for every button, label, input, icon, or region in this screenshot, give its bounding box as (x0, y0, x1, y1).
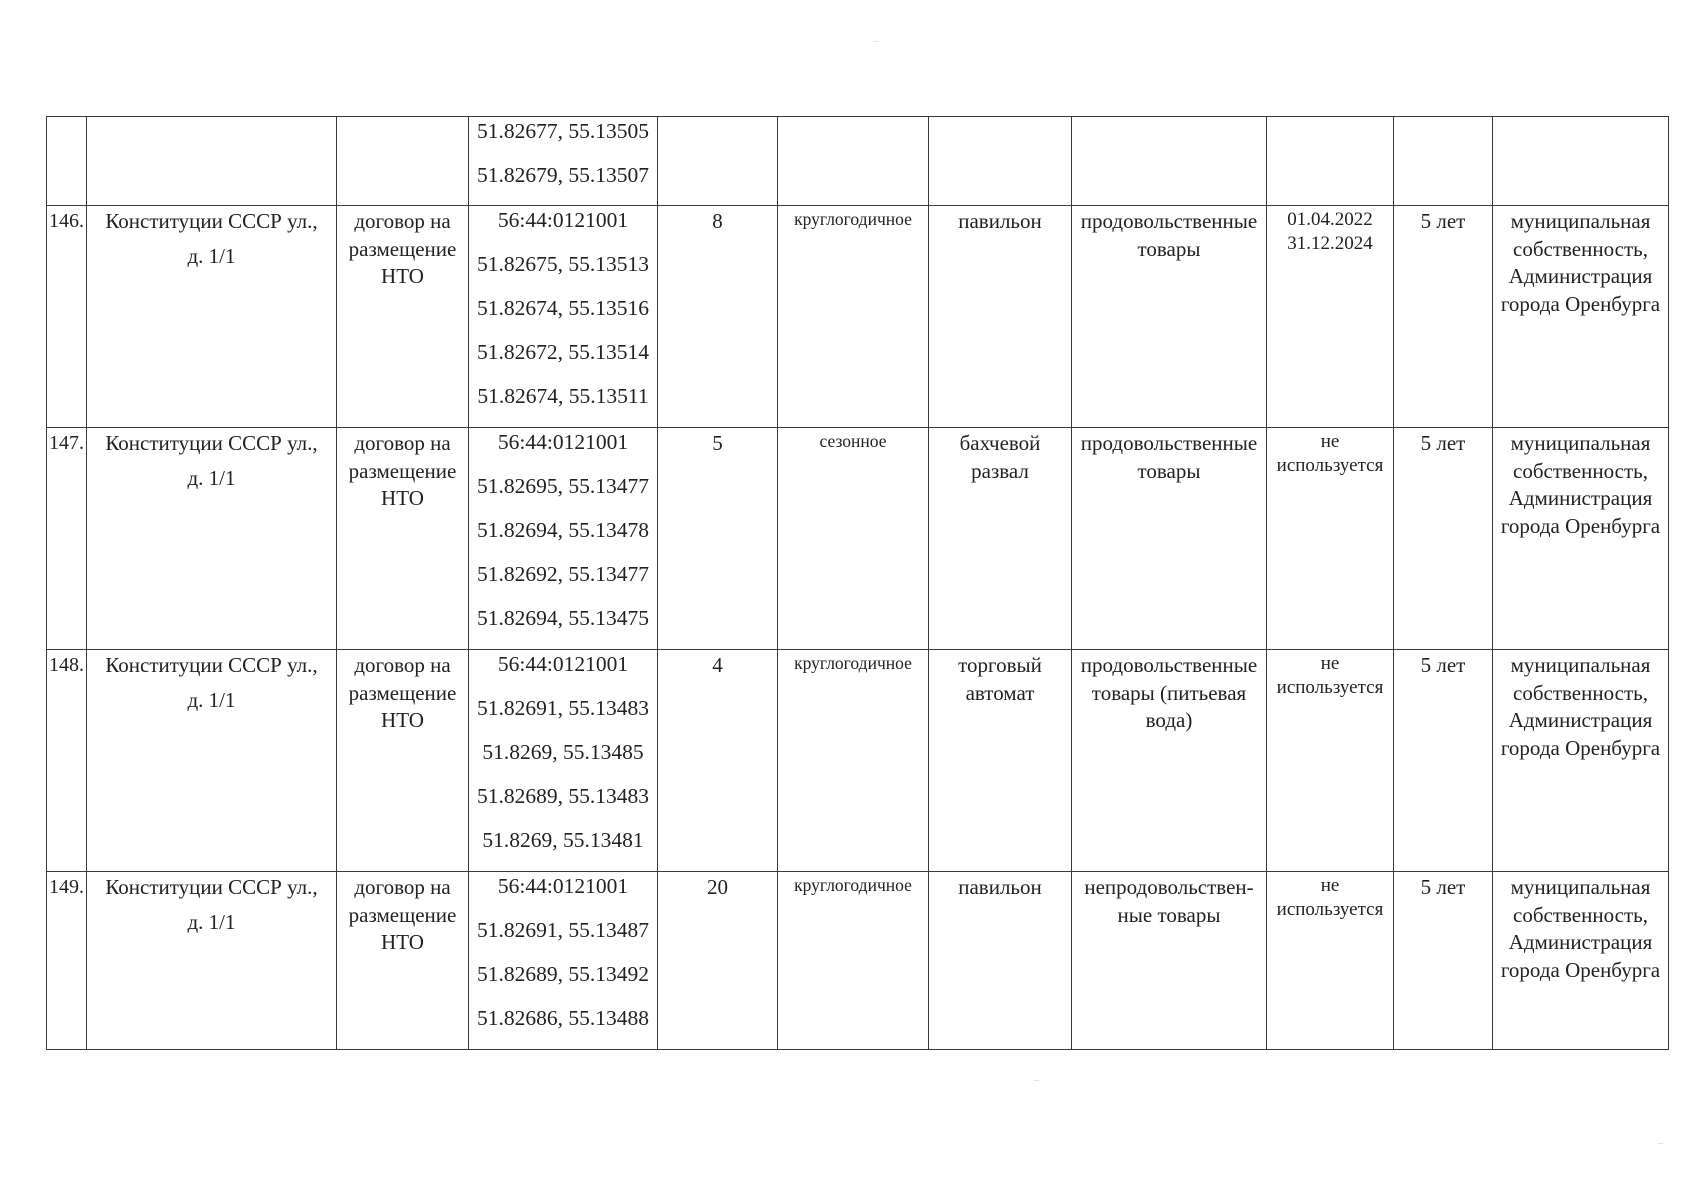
cell-term: 5 лет (1394, 650, 1493, 872)
coord-line: 51.82686, 55.13488 (477, 1006, 649, 1030)
cell-num: 148. (47, 650, 87, 872)
coord-line: 51.8269, 55.13481 (482, 828, 644, 852)
cell-num: 149. (47, 872, 87, 1050)
cell-num: 147. (47, 428, 87, 650)
coord-line: 51.82672, 55.13514 (477, 340, 649, 364)
cell-specialization (1072, 117, 1267, 206)
cell-type: павильон (929, 872, 1072, 1050)
cell-coords (469, 650, 658, 872)
cell-basis: договор на размещение НТО (337, 872, 469, 1050)
cell-dates (1267, 428, 1394, 650)
cell-address (87, 650, 337, 872)
cell-area (658, 117, 778, 206)
scan-speck: – (873, 36, 878, 47)
coord-line: 51.82691, 55.13487 (477, 918, 649, 942)
cell-num: 146. (47, 206, 87, 428)
cell-term: 5 лет (1394, 206, 1493, 428)
cell-coords (469, 428, 658, 650)
nto-placement-table (46, 116, 1669, 1050)
coord-line: 51.82675, 55.13513 (477, 252, 649, 276)
cell-area: 20 (658, 872, 778, 1050)
cell-owner: муниципальная собственность, Администрация города Оренбурга (1493, 428, 1669, 650)
coord-line: 51.82695, 55.13477 (477, 474, 649, 498)
cell-period: сезонное (778, 428, 929, 650)
cell-period: круглогодичное (778, 650, 929, 872)
cell-basis: договор на размещение НТО (337, 206, 469, 428)
dates-status: не используется (1276, 653, 1384, 698)
cell-dates (1267, 650, 1394, 872)
cell-basis (337, 117, 469, 206)
cell-address (87, 428, 337, 650)
address-house: д. 1/1 (187, 244, 236, 268)
address-street: Конституции СССР ул., (105, 209, 318, 233)
cell-dates (1267, 117, 1394, 206)
cell-specialization: продовольственные товары (питьевая вода) (1072, 650, 1267, 872)
cell-basis: договор на размещение НТО (337, 428, 469, 650)
date-end: 31.12.2024 (1287, 233, 1373, 254)
cell-type: бахчевой развал (929, 428, 1072, 650)
cell-period (778, 117, 929, 206)
coord-line: 51.82692, 55.13477 (477, 562, 649, 586)
dates-status: не используется (1276, 431, 1384, 476)
cell-coords (469, 117, 658, 206)
cell-num (47, 117, 87, 206)
coord-line: 51.82674, 55.13516 (477, 296, 649, 320)
coord-line: 51.82694, 55.13475 (477, 606, 649, 630)
dates-status: не используется (1276, 875, 1384, 920)
cell-specialization: продовольственные товары (1072, 428, 1267, 650)
scan-speck: – (1658, 1138, 1663, 1149)
coord-line: 51.8269, 55.13485 (482, 740, 644, 764)
cell-term: 5 лет (1394, 872, 1493, 1050)
cadastral-number: 56:44:0121001 (497, 874, 629, 898)
coord-line: 51.82694, 55.13478 (477, 518, 649, 542)
table-row (47, 872, 1669, 1050)
cell-area: 8 (658, 206, 778, 428)
address-house: д. 1/1 (187, 688, 236, 712)
cell-dates (1267, 872, 1394, 1050)
address-house: д. 1/1 (187, 466, 236, 490)
cell-type (929, 117, 1072, 206)
coord-line: 51.82674, 55.13511 (477, 384, 649, 408)
cell-specialization: продовольственные товары (1072, 206, 1267, 428)
cell-basis: договор на размещение НТО (337, 650, 469, 872)
cell-coords (469, 872, 658, 1050)
cell-specialization: непродовольствен-ные товары (1072, 872, 1267, 1050)
cell-area: 4 (658, 650, 778, 872)
cell-term: 5 лет (1394, 428, 1493, 650)
coord-line: 51.82691, 55.13483 (477, 696, 649, 720)
cell-dates (1267, 206, 1394, 428)
cell-owner: муниципальная собственность, Администрация города Оренбурга (1493, 872, 1669, 1050)
cell-type: торговый автомат (929, 650, 1072, 872)
cell-owner (1493, 117, 1669, 206)
cell-area: 5 (658, 428, 778, 650)
cell-address (87, 206, 337, 428)
coord-line: 51.82689, 55.13492 (477, 962, 649, 986)
cadastral-number: 56:44:0121001 (497, 652, 629, 676)
cell-owner: муниципальная собственность, Администрация города Оренбурга (1493, 650, 1669, 872)
cell-type: павильон (929, 206, 1072, 428)
cell-period: круглогодичное (778, 872, 929, 1050)
cadastral-number: 56:44:0121001 (497, 430, 629, 454)
coord-line: 51.82677, 55.13505 (477, 119, 649, 143)
cell-coords (469, 206, 658, 428)
coord-line: 51.82689, 55.13483 (477, 784, 649, 808)
cell-term (1394, 117, 1493, 206)
cell-owner: муниципальная собственность, Администрация города Оренбурга (1493, 206, 1669, 428)
table-row-continuation (47, 117, 1669, 206)
coord-line: 51.82679, 55.13507 (477, 163, 649, 187)
address-street: Конституции СССР ул., (105, 431, 318, 455)
date-start: 01.04.2022 (1287, 209, 1373, 230)
cell-address (87, 872, 337, 1050)
cell-period: круглогодичное (778, 206, 929, 428)
table-row (47, 650, 1669, 872)
table-row (47, 428, 1669, 650)
scan-speck: – (1034, 1075, 1039, 1086)
table-row (47, 206, 1669, 428)
address-house: д. 1/1 (187, 910, 236, 934)
cell-address (87, 117, 337, 206)
cadastral-number: 56:44:0121001 (497, 208, 629, 232)
address-street: Конституции СССР ул., (105, 653, 318, 677)
address-street: Конституции СССР ул., (105, 875, 318, 899)
